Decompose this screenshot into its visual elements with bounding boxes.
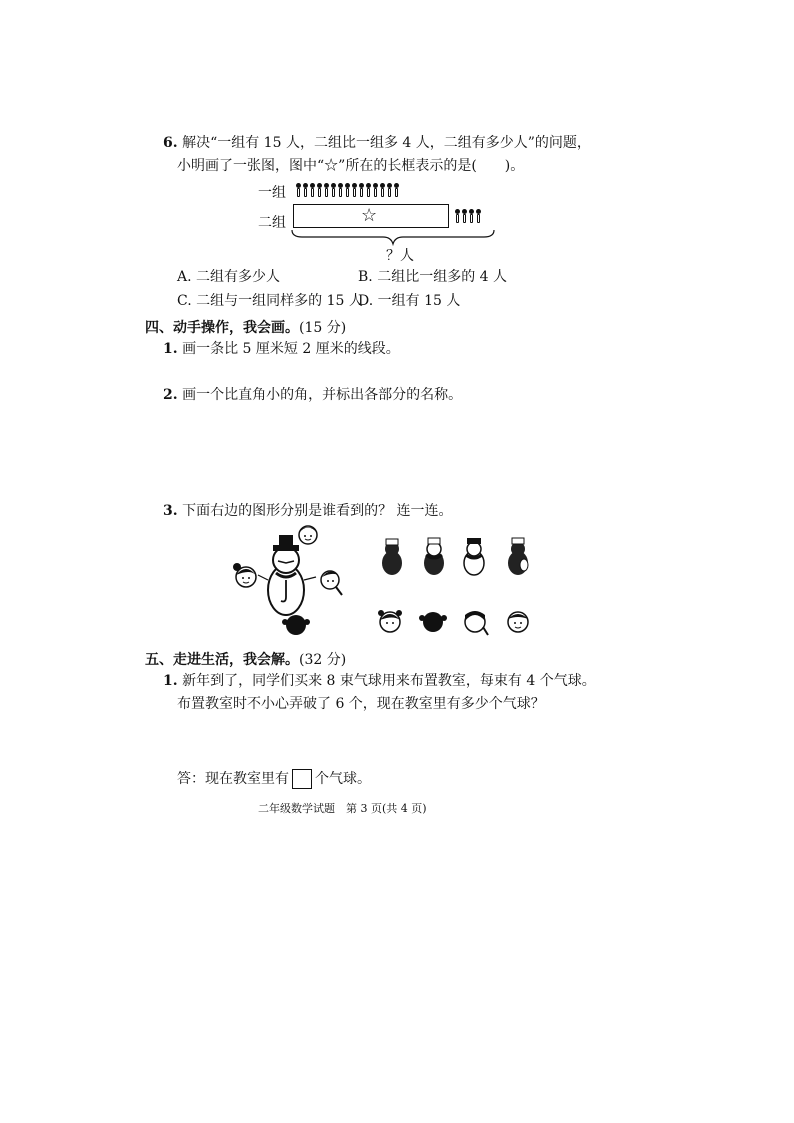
person-icon [345,183,350,197]
person-icon [394,183,399,197]
s5-q1-line2: 布置教室时不小心弄破了 6 个，现在教室里有多少个气球？ [177,696,545,712]
person-icon [366,183,371,197]
q6-option-b: B. 二组比一组多的 4 人 [358,269,507,285]
s4-q2-text: 画一个比直角小的角，并标出各部分的名称。 [182,387,463,403]
snowman-view-2 [424,538,444,575]
group2-label: 二组 [258,215,286,231]
group1-label: 一组 [258,185,286,201]
person-icon [380,183,385,197]
group2-extra-people [455,209,481,223]
page-footer: 二年级数学试题 第 3 页(共 4 页) [258,802,427,815]
s4-q1-number: 1. [163,341,178,357]
total-brace [290,228,496,246]
children-around-snowman [228,525,358,640]
q6-text-line2a: 小明画了一张图，图中“ [177,158,325,174]
s4-q1-text: 画一条比 5 厘米短 2 厘米的线段。 [182,341,400,357]
children-heads-row [375,607,535,637]
section5-title-text: 五、走进生活，我会解。 [145,652,299,668]
person-icon [359,183,364,197]
s5-q1-text-line1: 新年到了，同学们买来 8 束气球用来布置教室，每束有 4 个气球。 [182,673,596,689]
person-icon [338,183,343,197]
section4-points: (15 分) [299,320,347,336]
answer-suffix: 个气球。 [315,771,371,787]
person-icon [331,183,336,197]
snowman-view-1 [382,539,402,575]
person-icon [310,183,315,197]
q6-number: 6. [163,135,178,151]
answer-line [177,769,371,789]
person-icon [462,209,467,223]
section4-title-text: 四、动手操作，我会画。 [145,320,299,336]
q6-line1 [163,134,591,152]
person-icon [455,209,460,223]
s5-q1-number: 1. [163,673,178,689]
q6-option-c: C. 二组与一组同样多的 15 人 [177,293,363,309]
total-label: ？人 [386,248,414,264]
person-icon [352,183,357,197]
section5-title [145,649,346,669]
star-icon: ☆ [324,158,339,174]
answer-prefix: 答：现在教室里有 [177,771,289,787]
s4-q2-number: 2. [163,387,178,403]
person-icon [469,209,474,223]
person-icon [296,183,301,197]
star-icon: ☆ [361,205,378,226]
s4-q2 [163,386,462,404]
s4-q3-number: 3. [163,503,178,519]
child-head-2 [419,612,447,632]
section4-title [145,317,346,337]
section5-points: (32 分) [299,652,347,668]
q6-text-line1: 解决“一组有 15 人，二组比一组多 4 人，二组有多少人”的问题， [182,135,591,151]
child-head-4 [508,612,528,632]
snowman-view-3 [464,538,484,575]
person-icon [387,183,392,197]
q6-line2 [177,157,524,175]
person-icon [373,183,378,197]
q6-option-d: D. 一组有 15 人 [358,293,461,309]
snowman-views-row [378,537,538,577]
group1-people [296,183,399,197]
s5-q1-line1 [163,672,596,690]
person-icon [476,209,481,223]
child-head-3 [465,611,488,635]
child-head-1 [378,610,402,632]
snowman-view-4 [508,538,528,575]
person-icon [324,183,329,197]
person-icon [317,183,322,197]
s4-q3-text: 下面右边的图形分别是谁看到的？ 连一连。 [182,503,453,519]
q6-text-line2b: ”所在的长框表示的是( )。 [338,158,525,174]
s4-q3 [163,502,453,520]
s4-q1 [163,340,400,358]
person-icon [303,183,308,197]
answer-box[interactable] [292,769,312,789]
q6-option-a: A. 二组有多少人 [177,269,281,285]
